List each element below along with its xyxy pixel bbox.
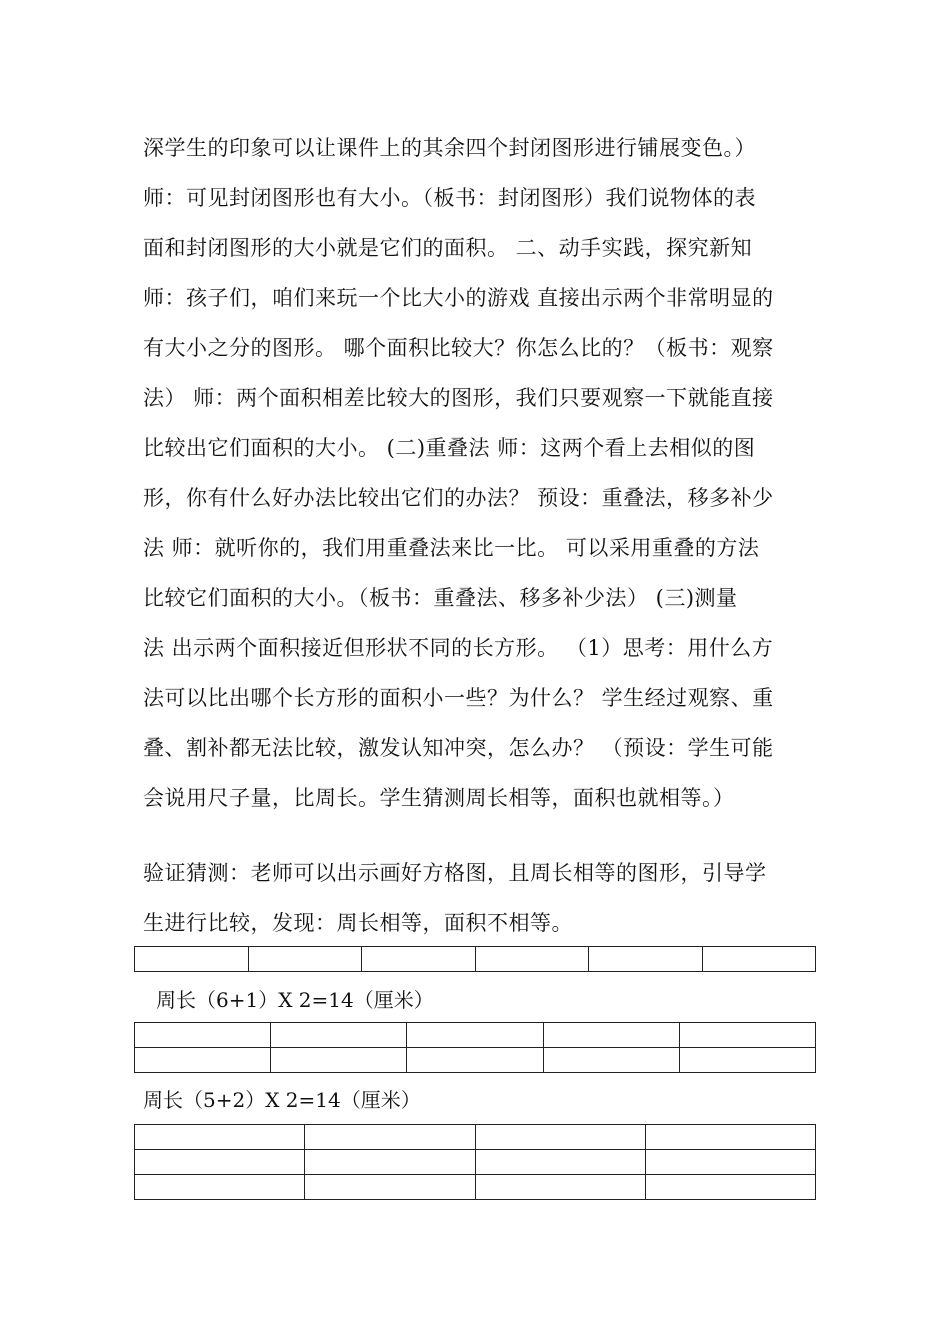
grid-cell (543, 1048, 679, 1073)
text-line: 验证猜测：老师可以出示画好方格图，且周长相等的图形，引导学 (143, 861, 767, 885)
grid-cell (645, 1150, 815, 1175)
grid-figure-3 (134, 1124, 816, 1200)
grid-row (135, 947, 816, 972)
grid-row (135, 1023, 816, 1048)
grid-cell (135, 1023, 271, 1048)
grid-cell (645, 1175, 815, 1200)
text-line: 深学生的印象可以让课件上的其余四个封闭图形进行铺展变色。） (143, 136, 756, 160)
grid-cell (407, 1023, 543, 1048)
text-line: 法 出示两个面积接近但形状不同的长方形。 （1）思考：用什么方 (143, 636, 774, 660)
grid-cell (271, 1023, 407, 1048)
grid-cell (135, 1125, 305, 1150)
grid-figure-2 (134, 1022, 816, 1073)
grid-cell (135, 947, 249, 972)
text-line: 法可以比出哪个长方形的面积小一些？为什么？ 学生经过观察、重 (143, 686, 774, 710)
grid-cell (135, 1150, 305, 1175)
text-line: 面和封闭图形的大小就是它们的面积。 二、动手实践，探究新知 (143, 236, 753, 260)
grid-cell (475, 947, 589, 972)
grid-cell (679, 1023, 815, 1048)
grid-row (135, 1150, 816, 1175)
grid-row (135, 1125, 816, 1150)
text-line: 比较它们面积的大小。（板书：重叠法、移多补少法） (三)测量 (143, 586, 738, 610)
text-line: 形，你有什么好办法比较出它们的办法？ 预设：重叠法，移多补少 (143, 486, 774, 510)
grid-cell (679, 1048, 815, 1073)
grid-cell (305, 1150, 475, 1175)
text-line: 师：孩子们，咱们来玩一个比大小的游戏 直接出示两个非常明显的 (143, 286, 774, 310)
figure-2-caption: 周长（5+2）X 2=14（厘米） (143, 1088, 421, 1112)
grid-cell (248, 947, 362, 972)
text-line: 叠、割补都无法比较，激发认知冲突，怎么办？ （预设：学生可能 (143, 736, 774, 760)
grid-cell (543, 1023, 679, 1048)
grid-row (135, 1175, 816, 1200)
grid-cell (271, 1048, 407, 1073)
grid-figure-1 (134, 946, 816, 972)
grid-cell (305, 1125, 475, 1150)
grid-cell (135, 1175, 305, 1200)
grid-cell (589, 947, 703, 972)
text-line: 比较出它们面积的大小。 (二)重叠法 师：这两个看上去相似的图 (143, 436, 756, 460)
grid-row (135, 1048, 816, 1073)
grid-cell (362, 947, 476, 972)
grid-cell (305, 1175, 475, 1200)
text-line: 法） 师：两个面积相差比较大的图形，我们只要观察一下就能直接 (143, 386, 774, 410)
grid-cell (645, 1125, 815, 1150)
text-line: 会说用尺子量，比周长。学生猜测周长相等，面积也就相等。） (143, 786, 735, 810)
text-line: 法 师：就听你的，我们用重叠法来比一比。 可以采用重叠的方法 (143, 536, 760, 560)
grid-cell (475, 1175, 645, 1200)
grid-cell (135, 1048, 271, 1073)
text-line: 有大小之分的图形。 哪个面积比较大？你怎么比的？（板书：观察 (143, 336, 774, 360)
grid-cell (475, 1150, 645, 1175)
grid-cell (407, 1048, 543, 1073)
text-line: 师：可见封闭图形也有大小。（板书：封闭图形）我们说物体的表 (143, 186, 756, 210)
text-line: 生进行比较，发现：周长相等，面积不相等。 (143, 911, 573, 935)
grid-cell (475, 1125, 645, 1150)
figure-1-caption: 周长（6+1）X 2=14（厘米） (156, 988, 434, 1012)
grid-cell (702, 947, 816, 972)
